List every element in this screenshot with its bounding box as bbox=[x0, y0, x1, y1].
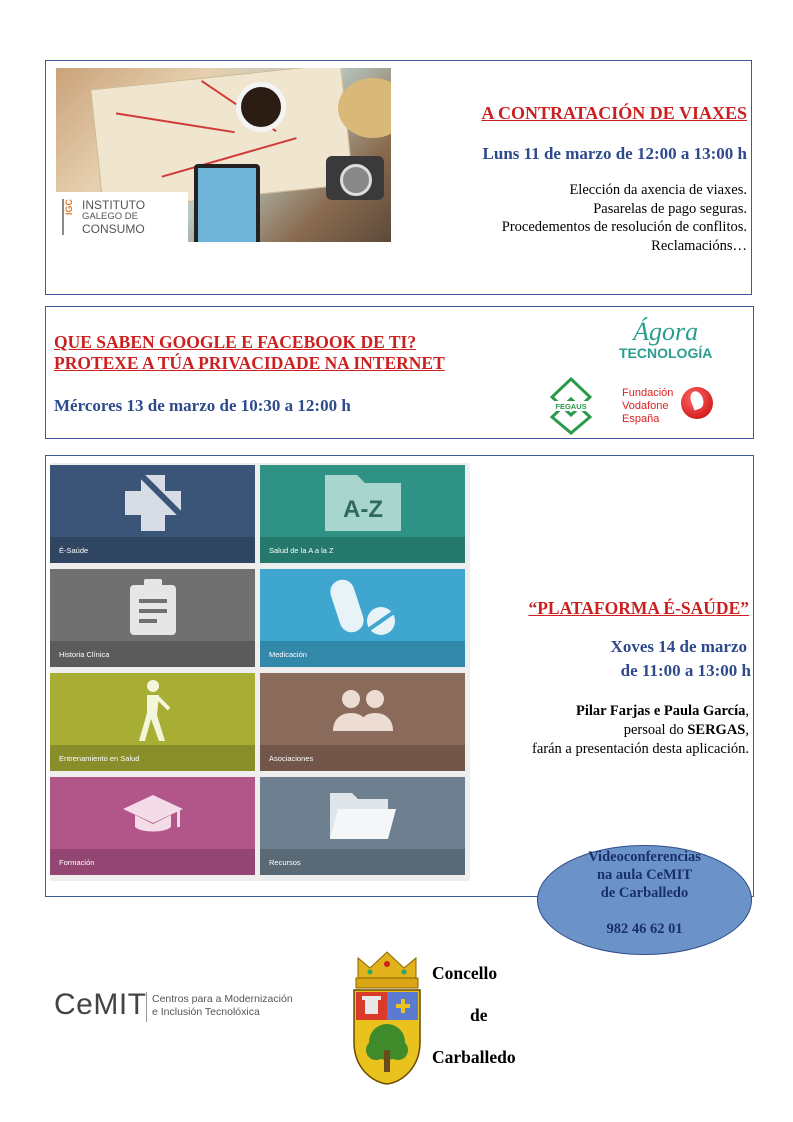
event-viaxes-box bbox=[45, 60, 752, 295]
event1-topics bbox=[502, 181, 747, 255]
tile-recursos: Recursos bbox=[260, 777, 465, 875]
walking-person-icon bbox=[131, 679, 175, 743]
event-privacidade-box bbox=[45, 306, 754, 439]
svg-text:FEGAUS: FEGAUS bbox=[555, 402, 587, 411]
camera-icon bbox=[326, 156, 384, 200]
fegaus-logo bbox=[550, 377, 592, 435]
folder-icon bbox=[328, 787, 398, 843]
carballedo-coat-of-arms bbox=[348, 950, 426, 1086]
tile-formacion: Formación bbox=[50, 777, 255, 875]
tile-entrenamiento: Entrenamiento en Salud bbox=[50, 673, 255, 771]
event1-date: Luns 11 de marzo de 12:00 a 13:00 h bbox=[482, 144, 747, 163]
people-icon bbox=[331, 689, 395, 733]
coffee-cup-icon bbox=[236, 82, 286, 132]
event3-speakers: Pilar Farjas e Paula García, persoal do SERGAS, farán a presentación desta aplicación. bbox=[532, 703, 749, 757]
tile-historia-clinica: Historia Clínica bbox=[50, 569, 255, 667]
contact-badge: Videoconferencias na aula CeMIT de Carballedo 982 46 62 01 bbox=[537, 845, 752, 955]
clipboard-icon bbox=[126, 577, 180, 637]
travel-photo bbox=[56, 68, 391, 242]
list-item: Elección da axencia de viaxes. bbox=[569, 182, 747, 198]
igc-logo: IGC INSTITUTO GALEGO DE CONSUMO bbox=[56, 192, 188, 242]
tile-asociaciones: Asociaciones bbox=[260, 673, 465, 771]
agora-logo: Ágora TECNOLOGÍA bbox=[619, 317, 713, 361]
vodafone-icon bbox=[681, 387, 713, 419]
phone-number: 982 46 62 01 bbox=[606, 921, 683, 937]
list-item: Pasarelas de pago seguras. bbox=[593, 200, 747, 217]
fundacion-vodafone-logo: Fundación Vodafone España bbox=[622, 387, 674, 425]
event2-title-line2: PROTEXE A TÚA PRIVACIDADE NA INTERNET bbox=[54, 353, 445, 373]
list-item: Reclamacións… bbox=[651, 237, 747, 254]
pill-icon bbox=[325, 575, 401, 639]
svg-text:A-Z: A-Z bbox=[342, 496, 383, 523]
cross-icon bbox=[121, 471, 185, 535]
event3-date-line2: de 11:00 a 13:00 h bbox=[620, 661, 751, 680]
event-esaude-box bbox=[45, 455, 754, 897]
event3-title: “PLATAFORMA É-SAÚDE” bbox=[528, 598, 749, 618]
graduation-cap-icon bbox=[121, 793, 185, 837]
event2-title-line1: QUE SABEN GOOGLE E FACEBOOK DE TI? bbox=[54, 332, 417, 352]
event3-date-line1: Xoves 14 de marzo bbox=[610, 637, 747, 656]
cemit-logo: CeMIT Centros para a Modernización e Inclusión Tecnolóxica bbox=[54, 988, 293, 1021]
tablet-image bbox=[194, 164, 260, 242]
tile-salud-a-z: A-Z Salud de la A a la Z bbox=[260, 465, 465, 563]
list-item: Procedementos de resolución de conflitos. bbox=[501, 219, 747, 235]
concello-name: Concello de Carballedo bbox=[432, 963, 516, 1067]
a-z-icon bbox=[321, 471, 405, 535]
esaude-app-screenshot bbox=[50, 463, 470, 881]
event2-date: Mércores 13 de marzo de 10:30 a 12:00 h bbox=[54, 396, 351, 415]
tile-esaude: É-Saúde bbox=[50, 465, 255, 563]
tile-medicacion: Medicación bbox=[260, 569, 465, 667]
event1-title: A CONTRATACIÓN DE VIAXES bbox=[481, 103, 747, 123]
